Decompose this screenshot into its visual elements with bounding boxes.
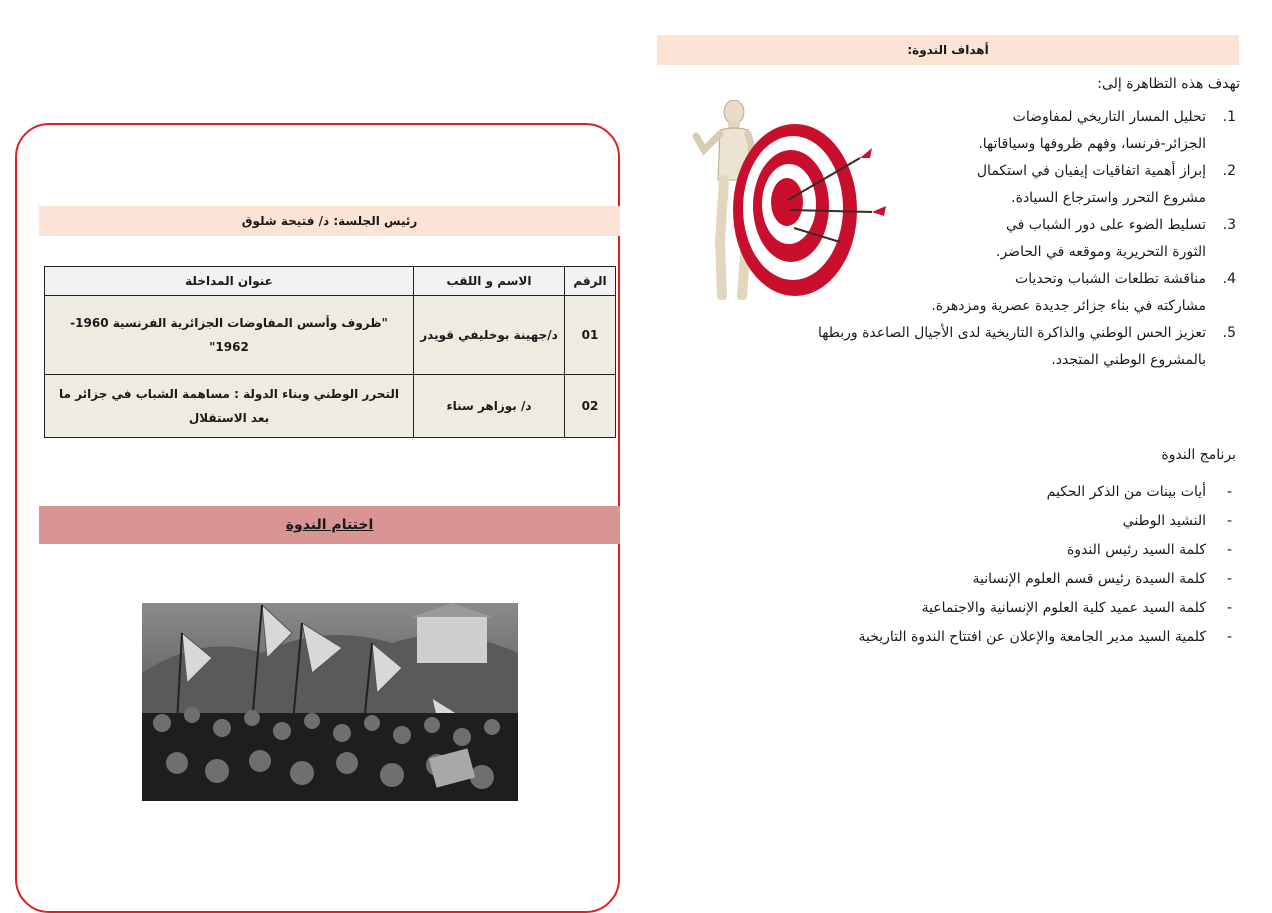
goal-text-line2: مشروع التحرر واسترجاع السيادة. [1011,190,1206,206]
goal-number: 3. [1222,217,1236,233]
cell-num: 02 [565,375,616,438]
goal-text-line1: إبراز أهمية اتفاقيات إيفيان في استكمال [976,163,1206,179]
table-row [45,375,616,438]
goals-heading-bar [657,35,1239,65]
program-item: - أيات بينات من الذكر الحكيم [716,478,1236,507]
dash-bullet: - [1226,571,1232,587]
dash-bullet: - [1226,513,1232,529]
goals-list [696,104,1236,374]
program-title: برنامج الندوة [1161,447,1236,463]
goal-number: 5. [1222,325,1236,341]
session-chair-bar [39,206,620,236]
sessions-table [44,266,616,438]
cell-name: د/جهينة بوخليفي قويدر [414,296,565,375]
program-item: - كلمة السيدة رئيس قسم العلوم الإنسانية [716,565,1236,594]
dash-bullet: - [1226,600,1232,616]
header-num: الرقم [565,267,616,296]
goal-item [681,320,1236,374]
cell-num: 01 [565,296,616,375]
program-list [716,478,1236,652]
closing-bar [39,506,620,544]
table-header-row [45,267,616,296]
cell-title: "ظروف وأسس المفاوضات الجزائرية الفرنسية 1960-1962" [45,296,414,375]
goal-text-line2: الثورة التحريرية وموقعه في الحاضر. [996,244,1206,260]
goal-number: 2. [1222,163,1236,179]
closing-label: اختتام الندوة [285,517,374,533]
dash-bullet: - [1226,629,1232,645]
cell-name: د/ بوزاهر سناء [414,375,565,438]
dash-bullet: - [1226,542,1232,558]
goal-text-line2: الجزائر-فرنسا، وفهم ظروفها وسياقاتها. [978,136,1206,152]
goal-text-line1: تسليط الضوء على دور الشباب في [1006,217,1206,233]
goal-number: 4. [1222,271,1236,287]
goal-text-line2: بالمشروع الوطني المتجدد. [1051,352,1206,368]
goal-text-line1: تعزيز الحس الوطني والذاكرة التاريخية لدى الأجيال الصاعدة وربطها [818,325,1206,341]
program-item: - النشيد الوطني [716,507,1236,536]
goal-item [696,158,1236,212]
goal-text-line2: مشاركته في بناء جزائر جديدة عصرية ومزدهرة. [931,298,1206,314]
table-row [45,296,616,375]
session-chair: رئيس الجلسة: د/ فتيحة شلوق [241,214,418,228]
goal-text-line1: مناقشة تطلعات الشباب وتحديات [1015,271,1206,287]
goals-heading: أهداف الندوة: [907,43,989,57]
program-item: - كلمية السيد مدير الجامعة والإعلان عن افتتاح الندوة التاريخية [716,623,1236,652]
header-title: عنوان المداخلة [45,267,414,296]
goal-number: 1. [1222,109,1236,125]
program-item: - كلمة السيد رئيس الندوة [716,536,1236,565]
crowd-photo [142,603,518,801]
dash-bullet: - [1226,484,1232,500]
goal-text-line1: تحليل المسار التاريخي لمفاوضات [1012,109,1206,125]
goal-item [696,266,1236,320]
goals-intro: تهدف هذه التظاهرة إلى: [1097,76,1240,92]
goal-item [696,212,1236,266]
cell-title: التحرر الوطني وبناء الدولة : مساهمة الشباب في جزائر ما بعد الاستقلال [45,375,414,438]
header-name: الاسم و اللقب [414,267,565,296]
goal-item [696,104,1236,158]
program-item: - كلمة السيد عميد كلية العلوم الإنسانية والاجتماعية [716,594,1236,623]
